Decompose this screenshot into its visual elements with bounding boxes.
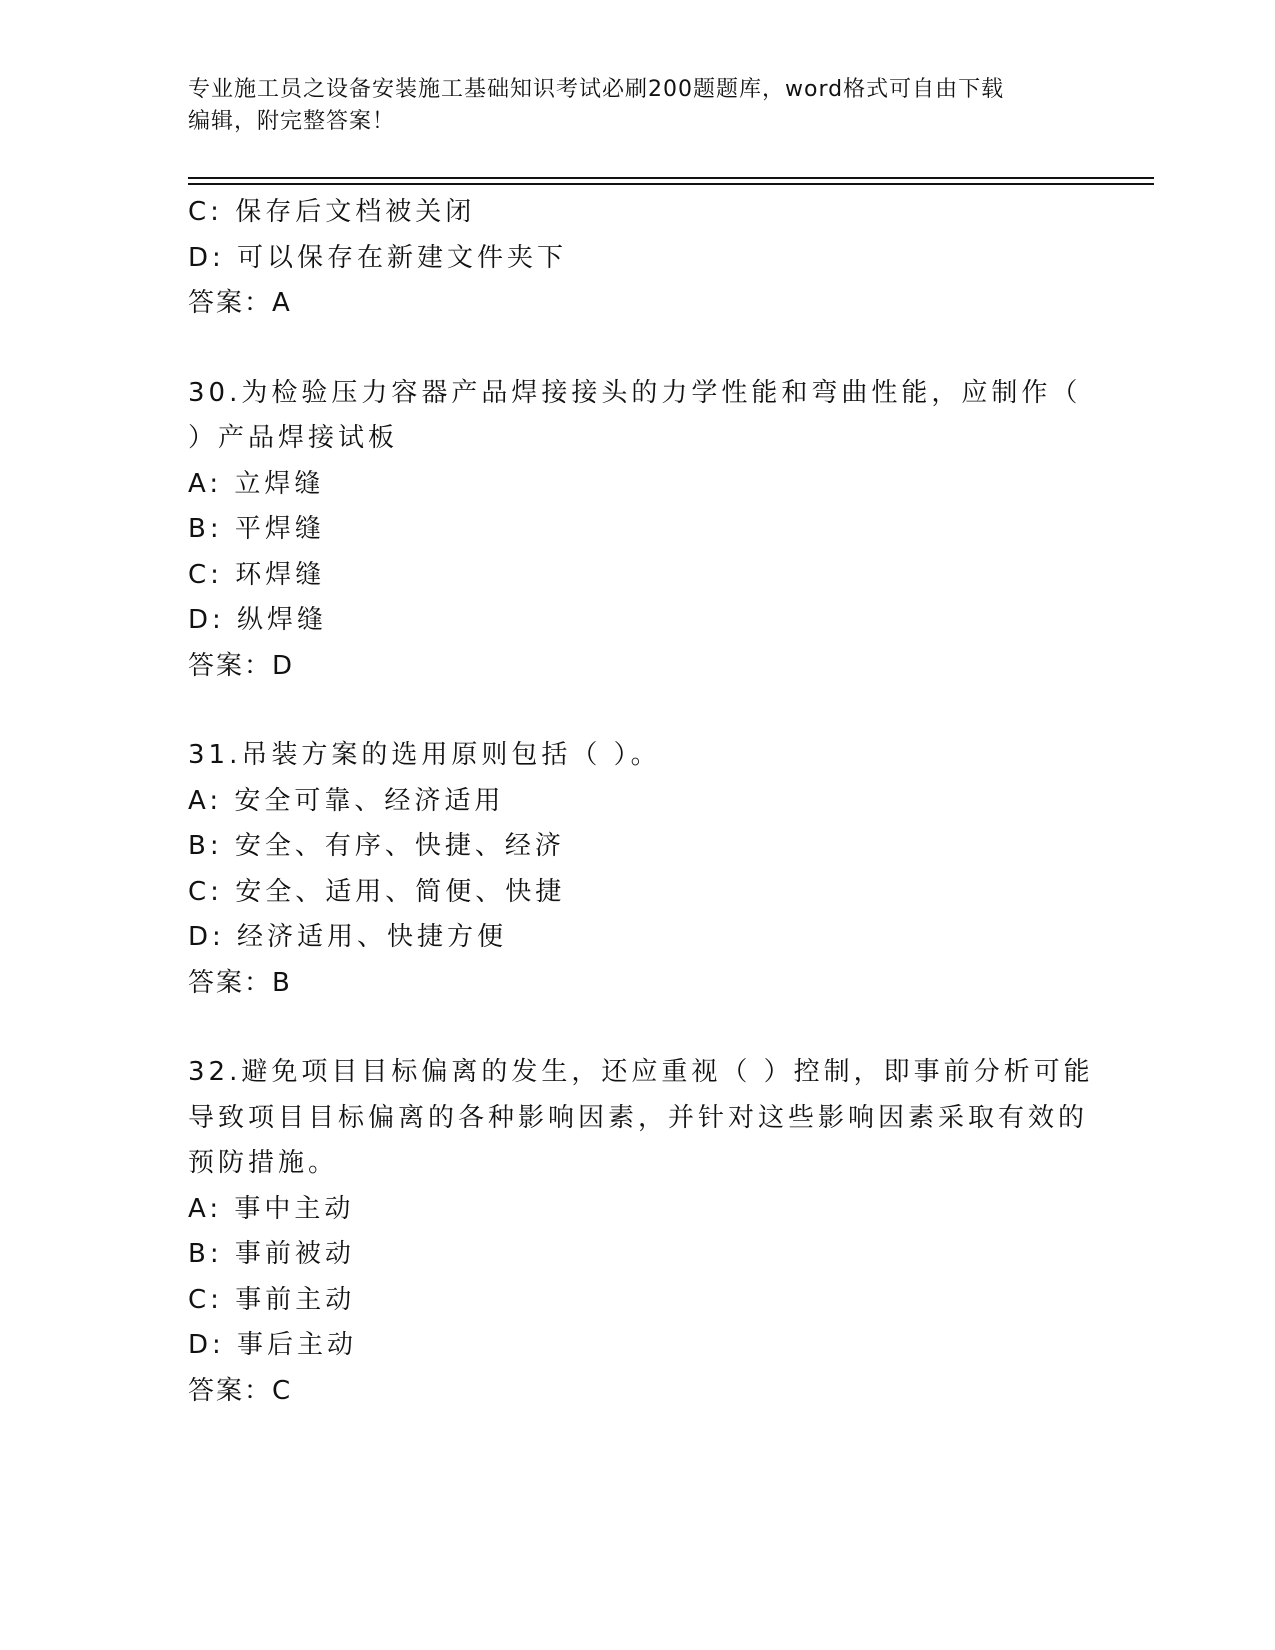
stem-line: 31.吊装方案的选用原则包括（ ）。 <box>188 740 661 770</box>
stem-line: ）产品焊接试板 <box>188 423 399 453</box>
option-letter: A: <box>188 468 223 499</box>
answer-label: 答案： <box>188 1375 273 1406</box>
option-a <box>188 779 1068 825</box>
option-d <box>188 915 1068 961</box>
option-c <box>188 870 1068 916</box>
stem-line: 30.为检验压力容器产品焊接接头的力学性能和弯曲性能，应制作（ <box>188 377 1082 408</box>
option-text: 可以保存在新建文件夹下 <box>237 242 568 273</box>
document-header <box>188 74 1068 138</box>
option-text: 平焊缝 <box>234 514 325 544</box>
option-a <box>188 462 1068 508</box>
option-letter: C: <box>188 197 223 227</box>
option-text: 立焊缝 <box>234 468 325 499</box>
option-text: 事前被动 <box>234 1239 355 1269</box>
option-letter: C: <box>188 559 223 590</box>
answer-line <box>188 961 1068 1007</box>
option-text: 环焊缝 <box>235 559 326 590</box>
question-stem <box>188 371 1082 462</box>
question-30 <box>188 371 1082 690</box>
option-letter: B: <box>188 1239 223 1269</box>
option-text: 事前主动 <box>235 1284 356 1315</box>
option-text: 安全可靠、经济适用 <box>234 785 505 816</box>
option-text: 事中主动 <box>234 1193 355 1224</box>
answer-value: A <box>272 288 292 318</box>
stem-line: 32.避免项目目标偏离的发生，还应重视（ ）控制，即事前分析可能 <box>188 1057 1094 1087</box>
answer-value: C <box>272 1375 293 1406</box>
option-letter: C: <box>188 876 223 907</box>
option-letter: A: <box>188 785 223 816</box>
option-c <box>188 553 1068 599</box>
answer-value: D <box>272 650 295 681</box>
stem-line: 导致项目目标偏离的各种影响因素，并针对这些影响因素采取有效的 <box>188 1102 1089 1133</box>
option-text: 安全、适用、简便、快捷 <box>235 876 566 907</box>
option-text: 保存后文档被关闭 <box>235 197 476 227</box>
option-c <box>188 190 1068 236</box>
question-stem <box>188 733 1068 779</box>
option-b <box>188 1232 1068 1278</box>
answer-label: 答案： <box>188 288 273 318</box>
answer-line <box>188 644 1068 690</box>
option-letter: D: <box>188 1330 225 1360</box>
option-letter: D: <box>188 605 225 635</box>
question-stem <box>188 1050 1094 1187</box>
option-a <box>188 1187 1068 1233</box>
option-letter: D: <box>188 922 225 952</box>
option-c <box>188 1278 1068 1324</box>
question-31 <box>188 733 1068 1006</box>
option-letter: C: <box>188 1284 223 1315</box>
answer-label: 答案： <box>188 650 273 681</box>
option-d <box>188 236 1068 282</box>
option-d <box>188 598 1068 644</box>
document-body <box>188 190 1094 1414</box>
stem-line: 预防措施。 <box>188 1148 339 1178</box>
header-divider-top <box>188 177 1154 179</box>
answer-value: B <box>272 967 292 998</box>
header-divider-bottom <box>188 183 1154 185</box>
option-letter: A: <box>188 1193 223 1224</box>
option-b <box>188 507 1068 553</box>
header-title-line-1: 专业施工员之设备安装施工基础知识考试必刷200题题库，word格式可自由下载 <box>188 77 1005 102</box>
question-continued <box>188 190 1068 327</box>
option-letter: B: <box>188 831 223 861</box>
header-title-line-2: 编辑，附完整答案！ <box>188 109 396 134</box>
answer-label: 答案： <box>188 967 273 998</box>
option-text: 纵焊缝 <box>237 605 328 635</box>
option-b <box>188 824 1068 870</box>
option-text: 安全、有序、快捷、经济 <box>234 831 565 861</box>
option-text: 事后主动 <box>237 1330 358 1360</box>
answer-line <box>188 281 1068 327</box>
question-32 <box>188 1050 1094 1414</box>
option-letter: B: <box>188 514 223 544</box>
option-d <box>188 1323 1068 1369</box>
option-letter: D: <box>188 242 225 273</box>
answer-line <box>188 1369 1068 1415</box>
option-text: 经济适用、快捷方便 <box>237 922 508 952</box>
